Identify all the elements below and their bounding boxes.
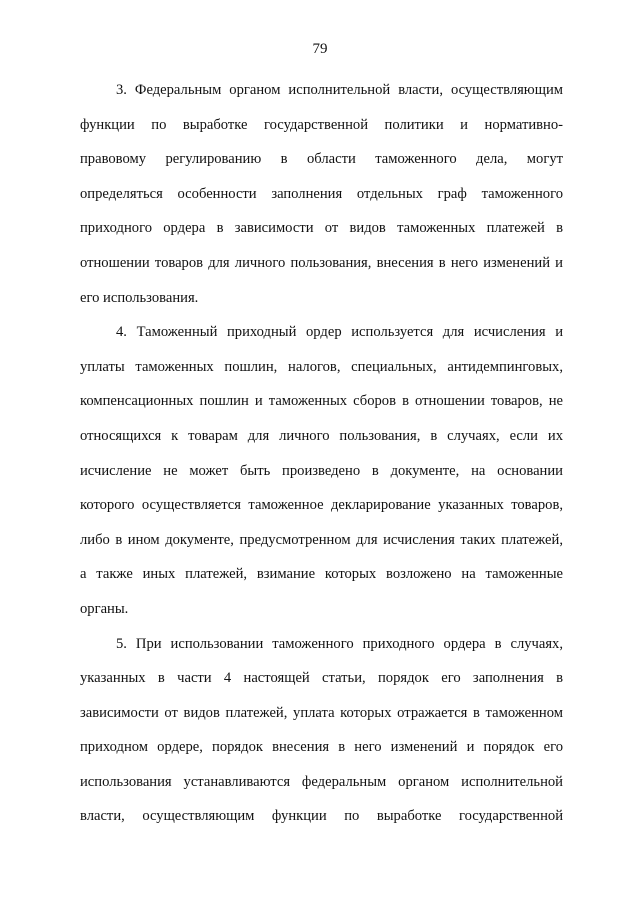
- text-line: указанных в части 4 настоящей статьи, порядок его заполнения в: [80, 670, 563, 687]
- text-line: уплаты таможенных пошлин, налогов, специальных, антидемпинговых,: [80, 358, 563, 375]
- text-line: зависимости от видов платежей, уплата которых отражается в таможенном: [80, 704, 563, 721]
- text-line: использования устанавливаются федеральным органом исполнительной: [80, 773, 563, 790]
- text-line: компенсационных пошлин и таможенных сборов в отношении товаров, не: [80, 393, 563, 410]
- paragraph-4: [80, 315, 563, 626]
- text-line: 5. При использовании таможенного приходного ордера в случаях,: [116, 635, 563, 652]
- paragraph-3: [80, 73, 563, 315]
- text-line: власти, осуществляющим функции по выработке государственной: [80, 808, 563, 825]
- text-line: 4. Таможенный приходный ордер используется для исчисления и: [116, 324, 563, 341]
- text-line: исчисление не может быть произведено в документе, на основании: [80, 462, 563, 479]
- text-line: 3. Федеральным органом исполнительной власти, осуществляющим: [116, 82, 563, 98]
- text-line: относящихся к товарам для личного пользования, в случаях, если их: [80, 427, 563, 444]
- text-line: которого осуществляется таможенное декларирование указанных товаров,: [80, 497, 563, 514]
- text-line: приходного ордера в зависимости от видов таможенных платежей в: [80, 220, 563, 237]
- text-line: либо в ином документе, предусмотренном для исчисления таких платежей,: [80, 531, 563, 548]
- text-line: приходном ордере, порядок внесения в него изменений и порядок его: [80, 739, 563, 756]
- page-number: 79: [312, 41, 328, 57]
- paragraph-5: [80, 627, 563, 835]
- text-line: а также иных платежей, взимание которых возложено на таможенные: [80, 566, 563, 583]
- text-line: функции по выработке государственной политики и нормативно-: [80, 116, 563, 133]
- document-body: [80, 73, 563, 834]
- text-line: органы.: [80, 600, 129, 617]
- text-line: определяться особенности заполнения отдельных граф таможенного: [80, 185, 563, 202]
- text-line: правовому регулированию в области таможенного дела, могут: [80, 151, 563, 168]
- text-line: отношении товаров для личного пользования, внесения в него изменений и: [80, 254, 563, 271]
- text-line: его использования.: [80, 289, 199, 306]
